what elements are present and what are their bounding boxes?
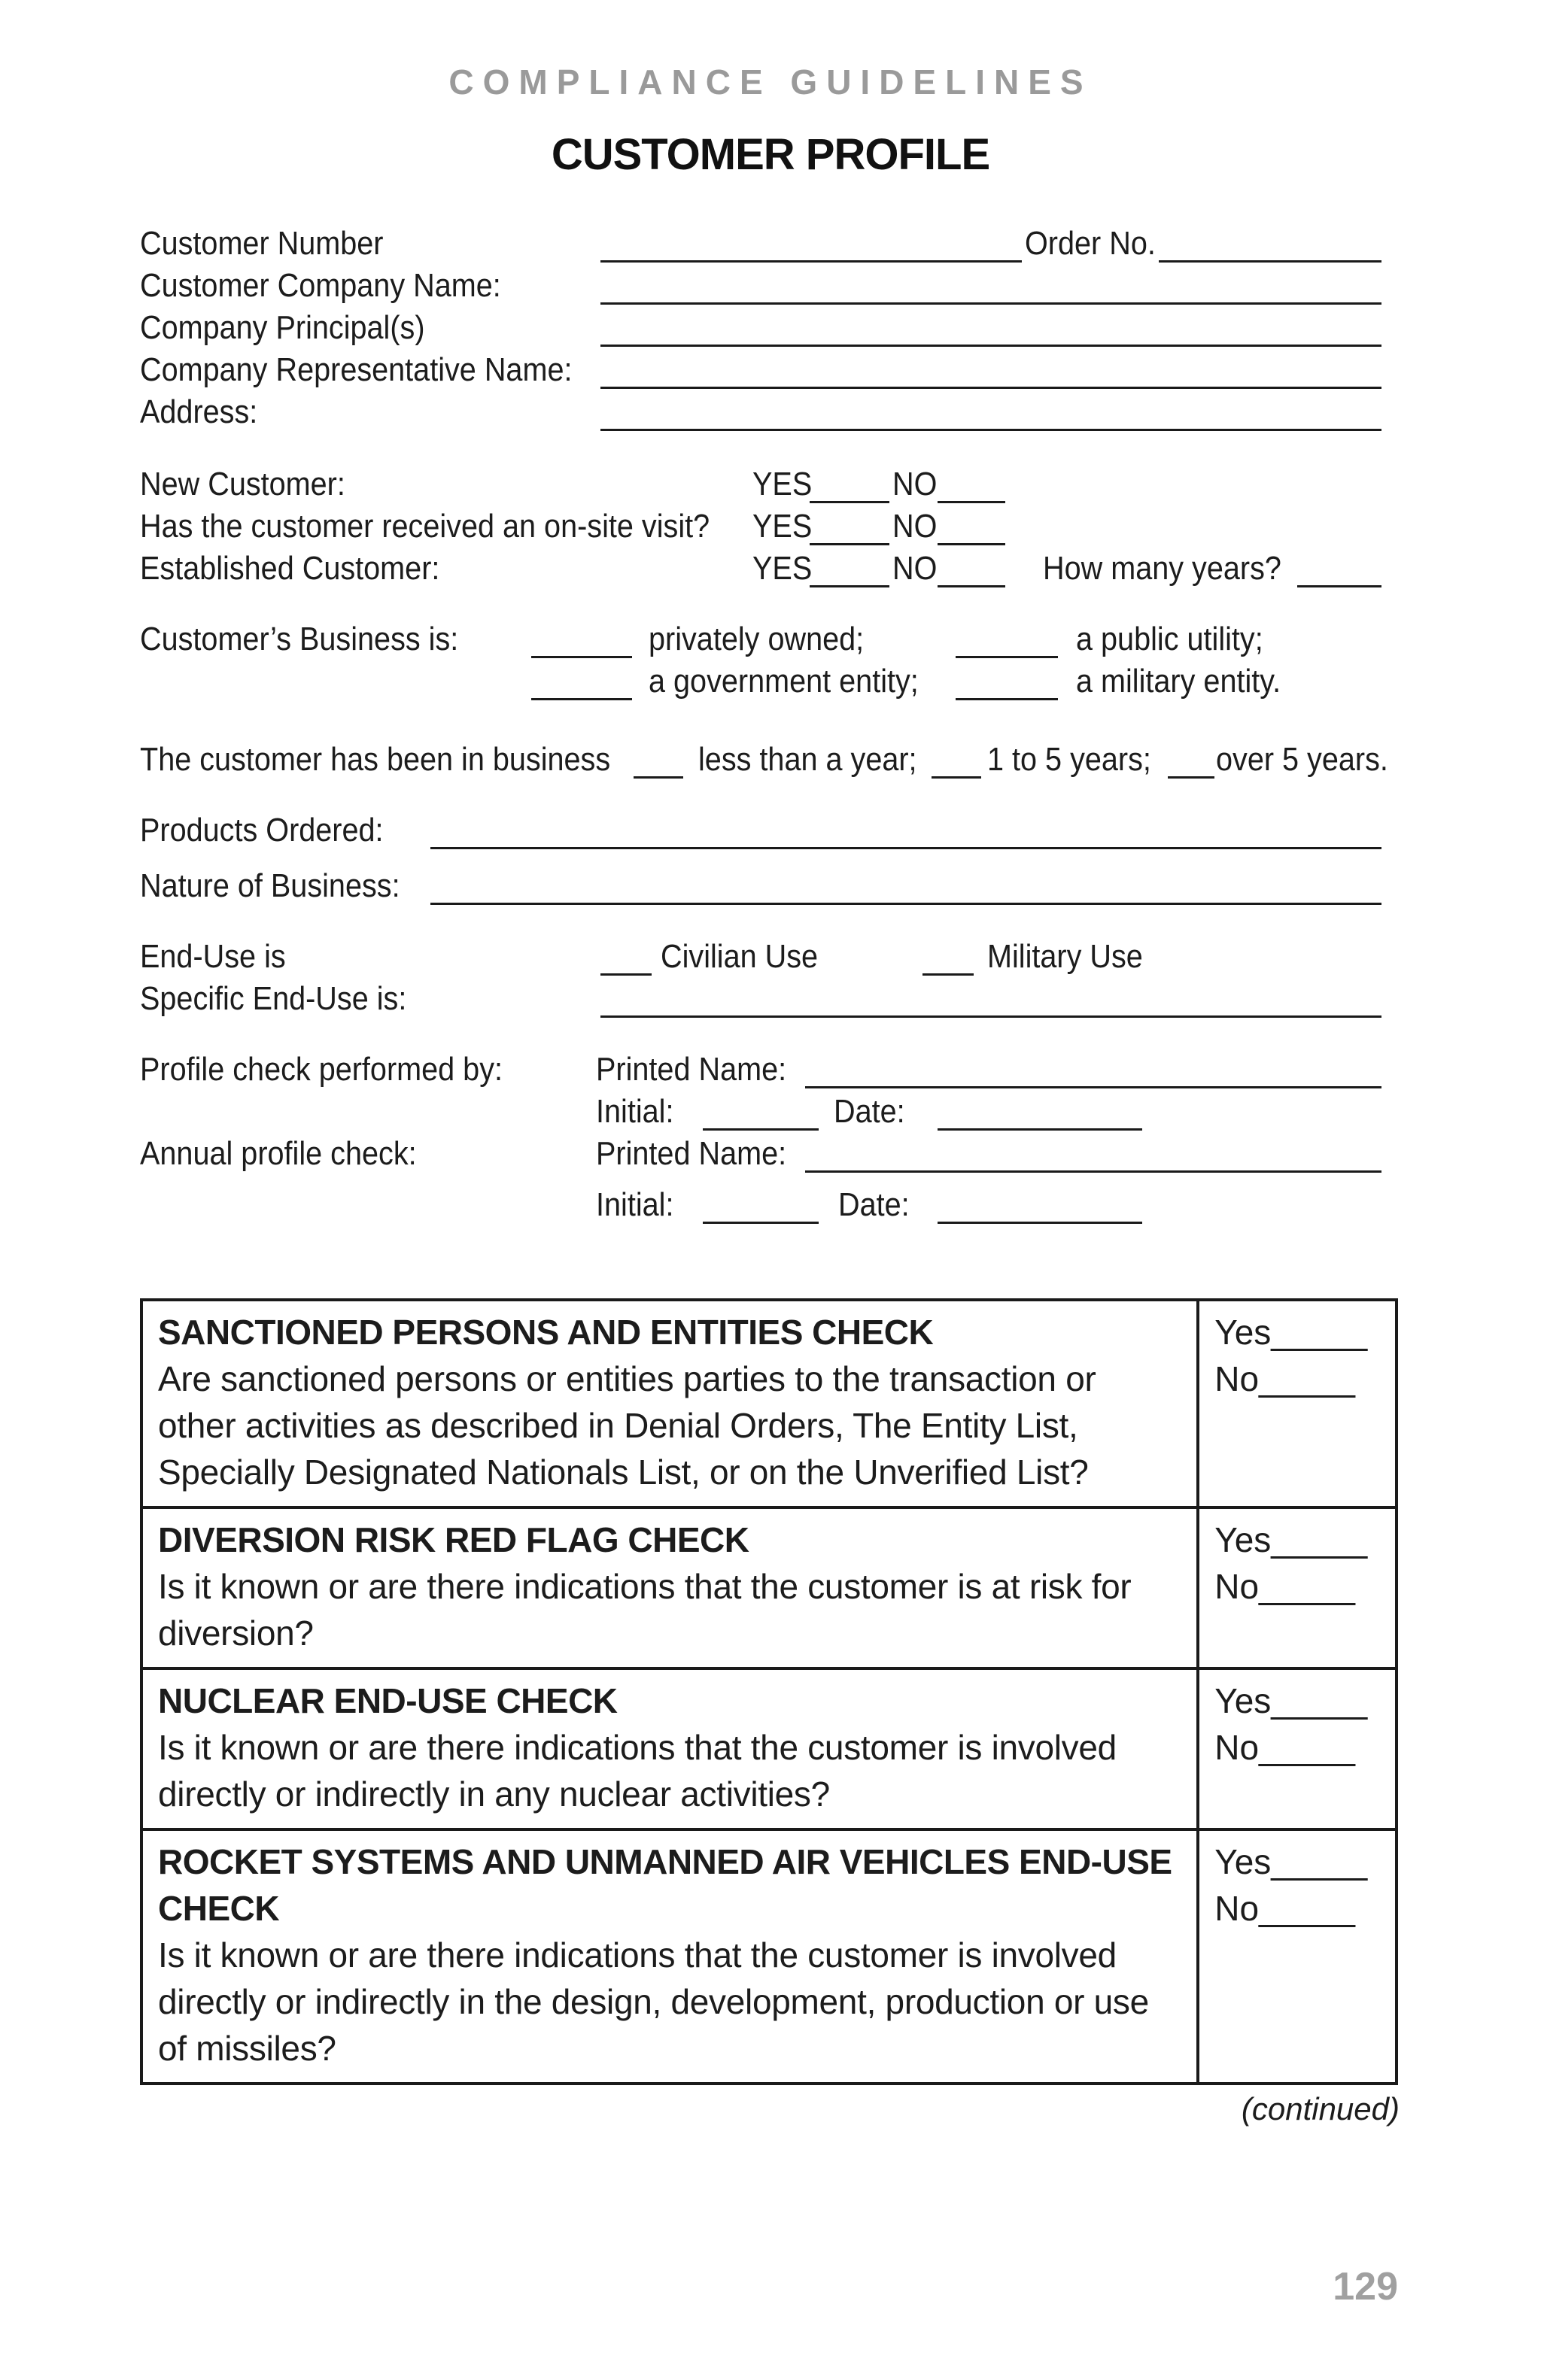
- company-name-label: Customer Company Name:: [140, 267, 501, 304]
- established-label: Established Customer:: [140, 550, 440, 587]
- one-to-five-blank[interactable]: [932, 776, 981, 779]
- performed-by-date-field[interactable]: [938, 1128, 1142, 1131]
- performed-by-label: Profile check performed by:: [140, 1051, 503, 1088]
- yes-answer[interactable]: Yes_____: [1214, 1520, 1368, 1559]
- check-text-line: Is it known or are there indications that the customer is involved: [158, 1728, 1117, 1767]
- principals-label: Company Principal(s): [140, 309, 425, 346]
- order-no-label: Order No.: [1025, 225, 1156, 262]
- civilian-blank[interactable]: [600, 973, 652, 976]
- representative-label: Company Representative Name:: [140, 351, 573, 388]
- check-text-line: other activities as described in Denial Orders, The Entity List,: [158, 1406, 1078, 1445]
- check-text-line: directly or indirectly in any nuclear activities?: [158, 1774, 830, 1814]
- table-row: [141, 1668, 1397, 1829]
- initial-label: Initial:: [596, 1186, 674, 1223]
- civilian-label: Civilian Use: [661, 938, 819, 975]
- check-text-line: of missiles?: [158, 2029, 336, 2068]
- check-answer-cell: [1198, 1829, 1397, 2084]
- yes-label: YES: [752, 466, 813, 502]
- products-ordered-label: Products Ordered:: [140, 812, 384, 848]
- compliance-checks-table: [140, 1298, 1398, 2085]
- order-no-field[interactable]: [1159, 260, 1381, 263]
- printed-name-label: Printed Name:: [596, 1051, 787, 1088]
- business-type-label: Customer’s Business is:: [140, 621, 459, 657]
- no-answer[interactable]: No_____: [1214, 1567, 1355, 1606]
- check-heading: NUCLEAR END-USE CHECK: [158, 1681, 618, 1720]
- over5-label: over 5 years.: [1216, 741, 1388, 778]
- date-label: Date:: [834, 1093, 905, 1130]
- printed-name-label: Printed Name:: [596, 1135, 787, 1172]
- public-utility-label: a public utility;: [1076, 621, 1263, 657]
- table-row: [141, 1300, 1397, 1507]
- one-to-five-label: 1 to 5 years;: [987, 741, 1151, 778]
- representative-field[interactable]: [600, 387, 1381, 389]
- nature-of-business-label: Nature of Business:: [140, 867, 400, 904]
- yes-answer[interactable]: Yes_____: [1214, 1313, 1368, 1352]
- no-label: NO: [892, 508, 938, 545]
- how-many-years-blank[interactable]: [1297, 585, 1381, 587]
- onsite-visit-yes-blank[interactable]: [810, 543, 889, 545]
- check-answer-cell: [1198, 1668, 1397, 1829]
- check-answer-cell: [1198, 1507, 1397, 1668]
- nature-of-business-field[interactable]: [430, 903, 1381, 905]
- military-entity-blank[interactable]: [956, 698, 1058, 700]
- no-answer[interactable]: No_____: [1214, 1359, 1355, 1398]
- customer-number-label: Customer Number: [140, 225, 384, 262]
- annual-initial-field[interactable]: [703, 1222, 819, 1224]
- page-title: CUSTOMER PROFILE: [551, 130, 990, 179]
- check-question-cell: [141, 1668, 1198, 1829]
- military-entity-label: a military entity.: [1076, 663, 1281, 700]
- military-use-blank[interactable]: [922, 973, 974, 976]
- no-answer[interactable]: No_____: [1214, 1889, 1355, 1928]
- over5-blank[interactable]: [1168, 776, 1214, 779]
- tenure-label: The customer has been in business: [140, 741, 611, 778]
- check-text-line: diversion?: [158, 1613, 314, 1653]
- lt1-blank[interactable]: [634, 776, 683, 779]
- check-text-line: directly or indirectly in the design, development, production or use: [158, 1982, 1149, 2021]
- no-label: NO: [892, 550, 938, 587]
- check-heading: SANCTIONED PERSONS AND ENTITIES CHECK: [158, 1313, 934, 1352]
- check-text-line: Is it known or are there indications that the customer is at risk for: [158, 1567, 1132, 1606]
- annual-date-field[interactable]: [938, 1222, 1142, 1224]
- products-ordered-field[interactable]: [430, 847, 1381, 849]
- date-label: Date:: [838, 1186, 910, 1223]
- onsite-visit-label: Has the customer received an on-site visit?: [140, 508, 710, 545]
- check-question-cell: [141, 1300, 1198, 1507]
- how-many-years-label: How many years?: [1043, 550, 1281, 587]
- address-field[interactable]: [600, 429, 1381, 431]
- yes-label: YES: [752, 550, 813, 587]
- onsite-visit-no-blank[interactable]: [938, 543, 1005, 545]
- specific-end-use-label: Specific End-Use is:: [140, 980, 407, 1017]
- no-label: NO: [892, 466, 938, 502]
- annual-check-label: Annual profile check:: [140, 1135, 417, 1172]
- initial-label: Initial:: [596, 1093, 674, 1130]
- yes-label: YES: [752, 508, 813, 545]
- military-use-label: Military Use: [987, 938, 1143, 975]
- check-heading: ROCKET SYSTEMS AND UNMANNED AIR VEHICLES END-USE: [158, 1842, 1172, 1881]
- government-blank[interactable]: [531, 698, 632, 700]
- specific-end-use-field[interactable]: [600, 1015, 1381, 1018]
- established-yes-blank[interactable]: [810, 585, 889, 587]
- principals-field[interactable]: [600, 345, 1381, 347]
- check-text-line: Specially Designated Nationals List, or on the Unverified List?: [158, 1453, 1089, 1492]
- check-text-line: Are sanctioned persons or entities parties to the transaction or: [158, 1359, 1096, 1398]
- public-utility-blank[interactable]: [956, 656, 1058, 658]
- check-heading: CHECK: [158, 1889, 280, 1928]
- running-head: COMPLIANCE GUIDELINES: [448, 62, 1093, 102]
- company-name-field[interactable]: [600, 302, 1381, 305]
- check-heading: DIVERSION RISK RED FLAG CHECK: [158, 1520, 749, 1559]
- check-text-line: Is it known or are there indications that the customer is involved: [158, 1935, 1117, 1975]
- check-question-cell: [141, 1507, 1198, 1668]
- continued-note: (continued): [1241, 2091, 1400, 2127]
- lt1-label: less than a year;: [698, 741, 917, 778]
- established-no-blank[interactable]: [938, 585, 1005, 587]
- new-customer-yes-blank[interactable]: [810, 501, 889, 503]
- customer-number-field[interactable]: [600, 260, 1022, 263]
- check-answer-cell: [1198, 1300, 1397, 1507]
- check-question-cell: [141, 1829, 1198, 2084]
- address-label: Address:: [140, 393, 258, 430]
- table-row: [141, 1829, 1397, 2084]
- table-row: [141, 1507, 1397, 1668]
- no-answer[interactable]: No_____: [1214, 1728, 1355, 1767]
- end-use-label: End-Use is: [140, 938, 286, 975]
- government-label: a government entity;: [649, 663, 919, 700]
- new-customer-label: New Customer:: [140, 466, 345, 502]
- private-label: privately owned;: [649, 621, 865, 657]
- page-number: 129: [1333, 2265, 1398, 2309]
- yes-answer[interactable]: Yes_____: [1214, 1681, 1368, 1720]
- annual-name-field[interactable]: [805, 1170, 1381, 1173]
- private-blank[interactable]: [531, 656, 632, 658]
- performed-by-initial-field[interactable]: [703, 1128, 819, 1131]
- new-customer-no-blank[interactable]: [938, 501, 1005, 503]
- performed-by-name-field[interactable]: [805, 1086, 1381, 1088]
- yes-answer[interactable]: Yes_____: [1214, 1842, 1368, 1881]
